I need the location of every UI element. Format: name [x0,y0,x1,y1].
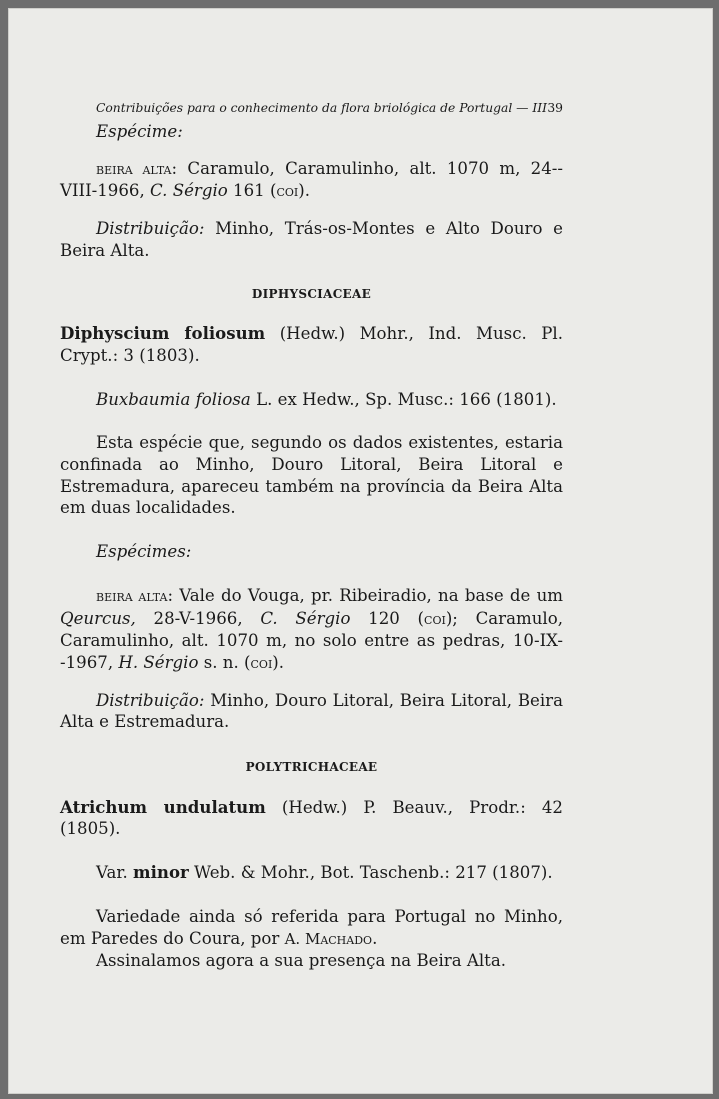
running-title: Contribuições para o conhecimento da flora briológica de Portugal — III [96,101,547,115]
family-heading: DIPHYSCIACEAE [251,286,372,301]
species-note: Esta espécie que, segundo os dados existentes, estaria confinada ao Minho, Douro Litoral, Beira Litoral e Estremadura, apareceu também na província da Beira Alta em duas localidades. [60,433,563,518]
book-page [8,8,713,1094]
especime-heading: Espécime: [96,122,183,141]
specimen-record: beira alta: Caramulo, Caramulinho, alt. 1070 m, 24--VIII-1966, C. Sérgio 161 (coi). [60,158,564,201]
page-content [60,100,563,972]
variety-note: Variedade ainda só referida para Portugal no Minho, em Paredes do Coura, por A. Machado. [60,906,563,948]
variety-note-2: Assinalamos agora a sua presença na Beira Alta. [96,951,507,971]
species-entry: Atrichum undulatum (Hedw.) P. Beauv., Prodr.: 42 (1805). [60,796,563,839]
variety-entry: Var. minor Web. & Mohr., Bot. Taschenb.: 217 (1807). [96,862,553,883]
specimen-record: beira alta: Vale do Vouga, pr. Ribeiradio, na base de um Qeurcus, 28-V-1966, C. Sérgio 120 (coi); Caramulo, Caramulinho, alt. 1070 m, no solo entre as pedras, 10-IX--1967, H. Sérgio s. n. (coi). [60,585,563,672]
distribution-paragraph: Distribuição: Minho, Trás-os-Montes e Alto Douro e Beira Alta. [60,219,563,260]
running-header [96,100,563,116]
species-entry: Diphyscium foliosum (Hedw.) Mohr., Ind. Musc. Pl. Crypt.: 3 (1803). [60,323,564,365]
family-heading: POLYTRICHACEAE [245,760,378,775]
synonym-entry: Buxbaumia foliosa L. ex Hedw., Sp. Musc.: 166 (1801). [96,389,557,409]
especimes-heading: Espécimes: [96,542,192,562]
distribution-paragraph: Distribuição: Minho, Douro Litoral, Beira Litoral, Beira Alta e Estremadura. [60,690,563,732]
page-number: 39 [547,101,563,115]
